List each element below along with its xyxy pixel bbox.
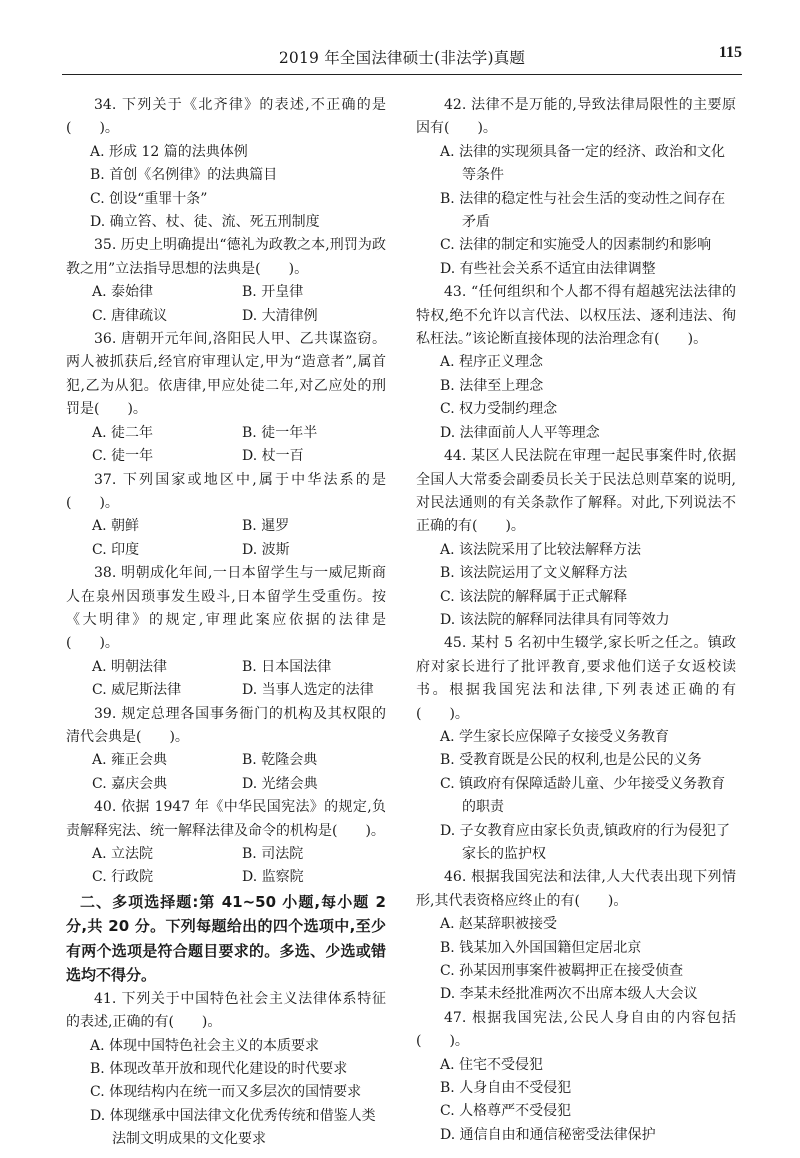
question-block	[66, 988, 386, 1152]
answer-option: D. 监察院	[242, 869, 304, 886]
answer-option: A. 赵某辞职被接受	[440, 916, 558, 933]
answer-options	[66, 281, 386, 328]
right-column	[416, 94, 736, 1147]
answer-option: B. 钱某加入外国国籍但定居北京	[440, 939, 642, 956]
answer-option: B. 首创《名例律》的法典篇目	[90, 167, 278, 184]
header-rule	[62, 74, 742, 75]
answer-options	[66, 749, 386, 796]
question-stem: 40. 依据 1947 年《中华民国宪法》的规定,负责解释宪法、统一解释法律及命令的机构是( )。	[66, 799, 386, 839]
answer-options	[416, 913, 736, 1007]
answer-option: C. 创设“重罪十条”	[90, 190, 208, 207]
answer-option: A. 朝鲜	[92, 518, 140, 535]
answer-option: A. 法律的实现须具备一定的经济、政治和文化等条件	[440, 143, 726, 184]
answer-option: C. 权力受制约理念	[440, 401, 558, 418]
question-stem: 38. 明朝成化年间,一日本留学生与一威尼斯商人在泉州因琐事发生殴斗,日本留学生受重伤。按《大明律》的规定,审理此案应依据的法律是( )。	[66, 565, 386, 652]
answer-option: D. 大清律例	[242, 307, 318, 324]
answer-option: C. 法律的制定和实施受人的因素制约和影响	[440, 237, 712, 254]
answer-option: A. 形成 12 篇的法典体例	[90, 143, 248, 160]
question-stem: 47. 根据我国宪法,公民人身自由的内容包括( )。	[416, 1009, 736, 1050]
question-block	[66, 469, 386, 563]
answer-options	[416, 141, 736, 281]
answer-option: A. 明朝法律	[92, 658, 168, 675]
answer-option: C. 印度	[92, 541, 140, 558]
answer-option: A. 住宅不受侵犯	[440, 1056, 544, 1073]
question-stem: 36. 唐朝开元年间,洛阳民人甲、乙共谋盗窃。两人被抓获后,经官府审理认定,甲为“造意者”,属首犯,乙为从犯。依唐律,甲应处徒二年,对乙应处的刑罚是( )。	[66, 331, 386, 418]
question-block	[416, 281, 736, 445]
answer-option: C. 该法院的解释属于正式解释	[440, 588, 628, 605]
answer-option: B. 日本国法律	[242, 658, 332, 675]
answer-option: A. 泰始律	[92, 284, 154, 301]
answer-option: B. 法律至上理念	[440, 377, 544, 394]
answer-option: A. 该法院采用了比较法解释方法	[440, 541, 642, 558]
question-block	[66, 234, 386, 328]
answer-option: A. 雍正会典	[92, 752, 168, 769]
section-heading: 二、多项选择题:第 41~50 小题,每小题 2 分,共 20 分。下列每题给出的四个选项中,至少有两个选项是符合题目要求的。多选、少选或错选均不得分。	[66, 892, 386, 985]
answer-options	[66, 1035, 386, 1152]
answer-option: C. 人格尊严不受侵犯	[440, 1103, 572, 1120]
page-header	[62, 40, 742, 80]
answer-option: B. 暹罗	[242, 518, 290, 535]
answer-options	[66, 656, 386, 703]
question-stem: 34. 下列关于《北齐律》的表述,不正确的是( )。	[66, 97, 386, 137]
answer-option: C. 唐律疏议	[92, 307, 168, 324]
answer-option: A. 立法院	[92, 846, 154, 862]
answer-options	[416, 1054, 736, 1148]
question-block	[66, 562, 386, 702]
answer-option: A. 徒二年	[92, 424, 154, 441]
question-block	[416, 94, 736, 281]
question-block	[416, 1007, 736, 1147]
answer-option: D. 当事人选定的法律	[242, 682, 374, 699]
answer-option: C. 行政院	[92, 869, 154, 886]
question-block	[66, 796, 386, 890]
answer-option: B. 受教育既是公民的权利,也是公民的义务	[440, 752, 702, 769]
question-stem: 43. “任何组织和个人都不得有超越宪法法律的特权,绝不允许以言代法、以权压法、逐利违法、徇私枉法。”该论断直接体现的法治理念有( )。	[416, 284, 736, 348]
answer-option: B. 人身自由不受侵犯	[440, 1080, 572, 1097]
answer-options	[416, 726, 736, 866]
question-stem: 37. 下列国家或地区中,属于中华法系的是( )。	[66, 471, 386, 511]
question-block	[416, 866, 736, 1006]
question-block	[66, 703, 386, 797]
question-stem: 41. 下列关于中国特色社会主义法律体系特征的表述,正确的有( )。	[66, 990, 386, 1031]
question-stem: 46. 根据我国宪法和法律,人大代表出现下列情形,其代表资格应终止的有( )。	[416, 869, 736, 909]
answer-option: D. 波斯	[242, 541, 290, 558]
answer-option: D. 该法院的解释同法律具有同等效力	[440, 611, 670, 628]
answer-option: B. 开皇律	[242, 284, 304, 301]
answer-option: D. 通信自由和通信秘密受法律保护	[440, 1126, 656, 1143]
answer-option: B. 体现改革开放和现代化建设的时代要求	[90, 1061, 348, 1078]
answer-option: C. 嘉庆会典	[92, 775, 168, 792]
answer-option: A. 程序正义理念	[440, 354, 544, 371]
answer-option: B. 司法院	[242, 846, 304, 862]
answer-option: B. 徒一年半	[242, 424, 318, 441]
answer-option: A. 学生家长应保障子女接受义务教育	[440, 728, 670, 745]
answer-option: D. 子女教育应由家长负责,镇政府的行为侵犯了家长的监护权	[440, 822, 731, 862]
answer-options	[416, 351, 736, 445]
answer-option: D. 杖一百	[242, 448, 304, 465]
question-stem: 35. 历史上明确提出“德礼为政教之本,刑罚为政教之用”立法指导思想的法典是( )。	[66, 237, 386, 277]
answer-option: C. 孙某因刑事案件被羁押正在接受侦查	[440, 963, 684, 980]
question-stem: 45. 某村 5 名初中生辍学,家长听之任之。镇政府对家长进行了批评教育,要求他们送子女返校读书。根据我国宪法和法律,下列表述正确的有( )。	[416, 635, 736, 722]
question-block	[66, 94, 386, 234]
answer-options	[416, 539, 736, 633]
answer-option: D. 光绪会典	[242, 775, 318, 792]
question-stem: 42. 法律不是万能的,导致法律局限性的主要原因有( )。	[416, 97, 736, 137]
question-block	[416, 445, 736, 632]
answer-option: D. 体现继承中国法律文化优秀传统和借鉴人类法制文明成果的文化要求	[90, 1107, 376, 1148]
running-title: 2019 年全国法律硕士(非法学)真题	[278, 49, 526, 67]
answer-option: B. 法律的稳定性与社会生活的变动性之间存在矛盾	[440, 190, 726, 231]
answer-option: D. 李某未经批准两次不出席本级人大会议	[440, 986, 698, 1003]
answer-options	[66, 515, 386, 562]
answer-option: B. 乾隆会典	[242, 752, 318, 769]
page-number: 115	[718, 44, 742, 61]
question-stem: 44. 某区人民法院在审理一起民事案件时,依据全国人大常委会副委员长关于民法总则草案的说明,对民法通则的有关条款作了解释。对此,下列说法不正确的有( )。	[416, 448, 736, 535]
answer-option: D. 法律面前人人平等理念	[440, 424, 600, 441]
answer-option: B. 该法院运用了文义解释方法	[440, 565, 628, 582]
answer-options	[66, 141, 386, 235]
answer-option: C. 体现结构内在统一而又多层次的国情要求	[90, 1084, 362, 1101]
answer-option: A. 体现中国特色社会主义的本质要求	[90, 1037, 320, 1054]
question-block	[416, 632, 736, 866]
answer-option: D. 确立笞、杖、徒、流、死五刑制度	[90, 214, 320, 231]
question-stem: 39. 规定总理各国事务衙门的机构及其权限的清代会典是( )。	[66, 705, 386, 745]
question-block	[66, 328, 386, 468]
answer-options	[66, 843, 386, 890]
answer-option: C. 镇政府有保障适龄儿童、少年接受义务教育的职责	[440, 775, 726, 816]
answer-option: C. 威尼斯法律	[92, 682, 182, 699]
left-column	[66, 94, 386, 1152]
answer-option: C. 徒一年	[92, 448, 154, 465]
answer-option: D. 有些社会关系不适宜由法律调整	[440, 260, 656, 277]
answer-options	[66, 422, 386, 469]
